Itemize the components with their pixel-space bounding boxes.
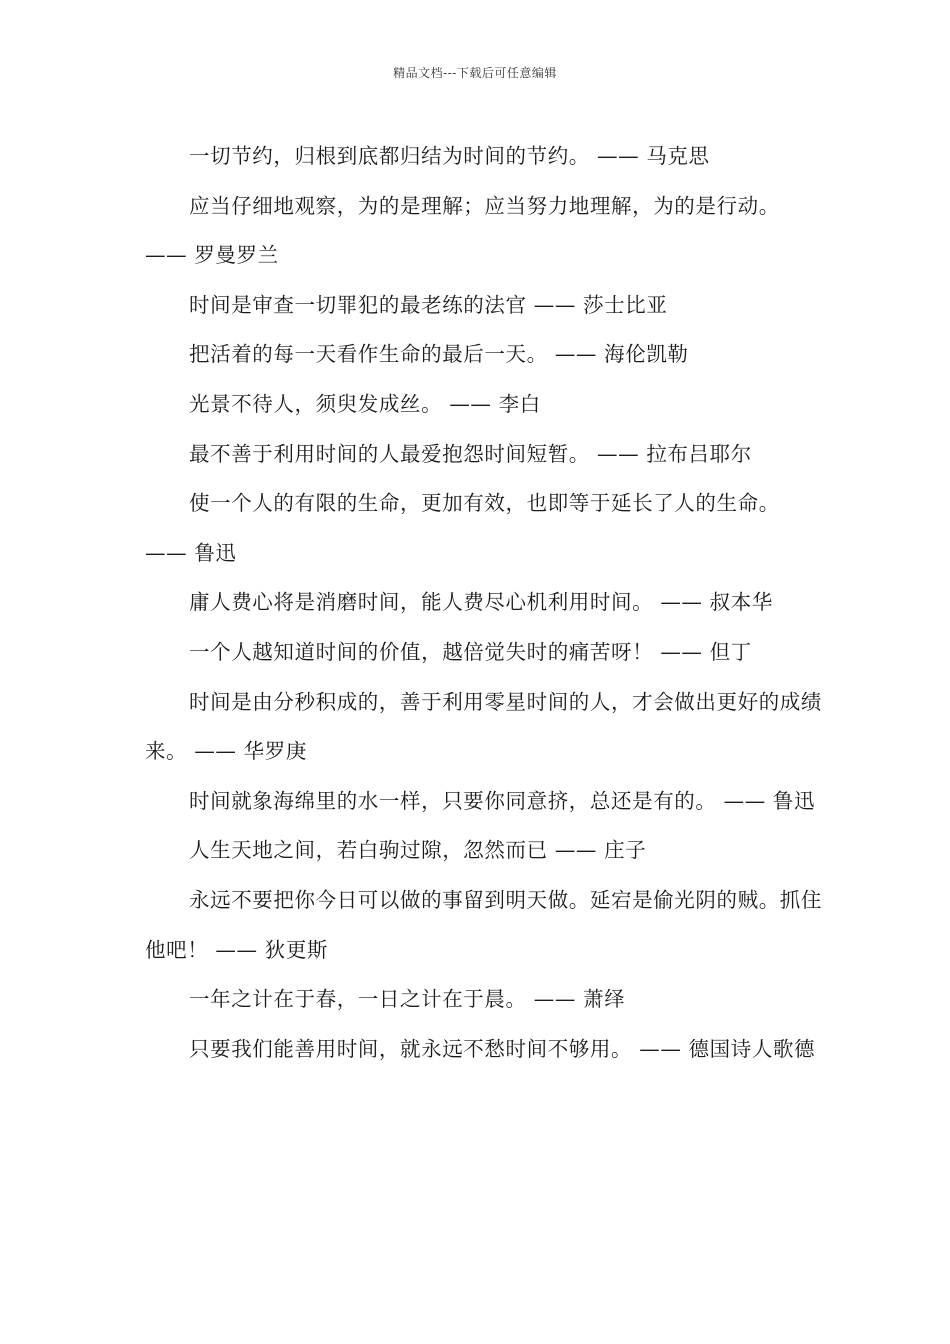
quote-paragraph: 人生天地之间，若白驹过隙，忽然而已 —— 庄子 bbox=[189, 838, 647, 863]
quote-paragraph: 庸人费心将是消磨时间，能人费尽心机利用时间。 —— 叔本华 bbox=[189, 590, 773, 615]
quote-paragraph: 时间就象海绵里的水一样，只要你同意挤，总还是有的。 —— 鲁迅 bbox=[189, 788, 816, 813]
quote-paragraph: 把活着的每一天看作生命的最后一天。 —— 海伦凯勒 bbox=[189, 342, 689, 367]
quote-paragraph: 光景不待人，须臾发成丝。 —— 李白 bbox=[189, 391, 541, 416]
quote-paragraph: 一切节约，归根到底都归结为时间的节约。 —— 马克思 bbox=[189, 144, 710, 168]
quote-paragraph: 时间是由分秒积成的，善于利用零星时间的人，才会做出更好的成绩来。 —— 华罗庚 bbox=[145, 689, 822, 764]
quote-paragraph: 应当仔细地观察，为的是理解；应当努力地理解，为的是行动。 —— 罗曼罗兰 bbox=[145, 193, 787, 268]
quote-paragraph: 使一个人的有限的生命，更加有效，也即等于延长了人的生命。 —— 鲁迅 bbox=[145, 491, 787, 565]
quote-paragraph: 一年之计在于春，一日之计在于晨。 —— 萧绎 bbox=[189, 987, 626, 1012]
page-header: 精品文档---下载后可任意编辑 bbox=[393, 66, 557, 80]
quote-paragraph: 只要我们能善用时间，就永远不愁时间不够用。 —— 德国诗人歌德 bbox=[189, 1036, 816, 1061]
document-body bbox=[145, 132, 825, 1074]
quote-paragraph: 永远不要把你今日可以做的事留到明天做。延宕是偷光阴的贼。抓住他吧！ —— 狄更斯 bbox=[145, 887, 822, 962]
quote-paragraph: 最不善于利用时间的人最爱抱怨时间短暂。 —— 拉布吕耶尔 bbox=[189, 441, 752, 466]
quote-paragraph: 时间是审查一切罪犯的最老练的法官 —— 莎士比亚 bbox=[189, 292, 668, 317]
quote-paragraph: 一个人越知道时间的价值，越倍觉失时的痛苦呀！ —— 但丁 bbox=[189, 639, 752, 664]
